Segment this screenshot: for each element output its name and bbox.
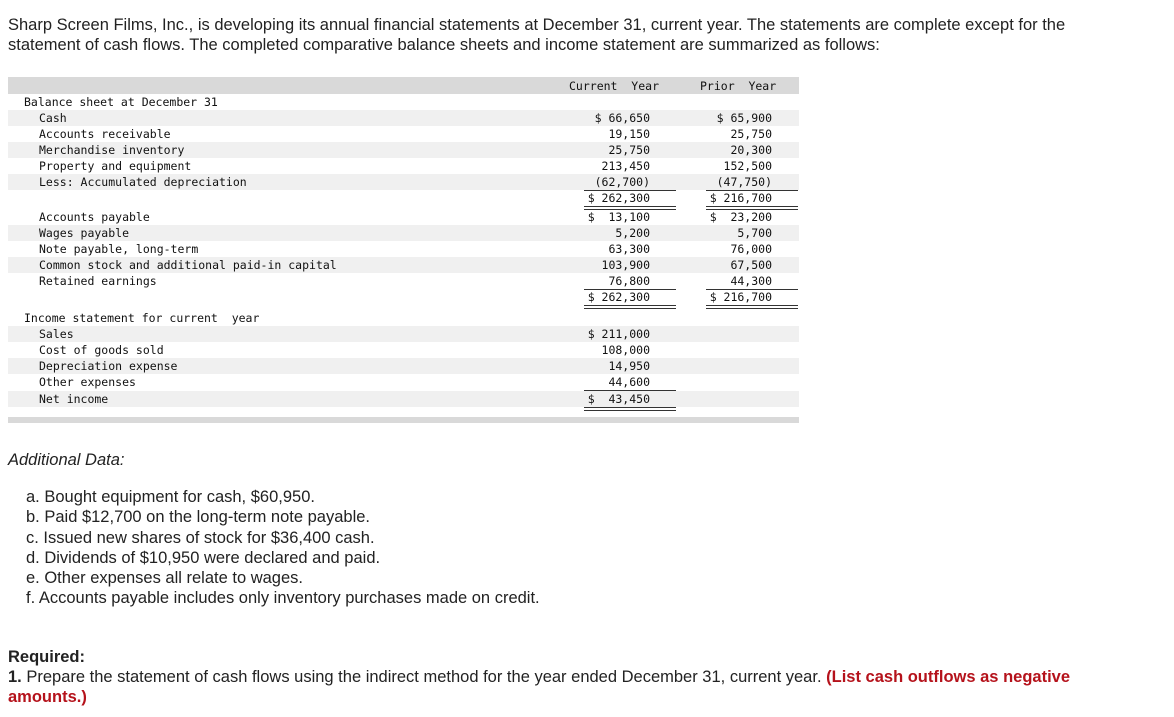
table-row — [8, 358, 799, 374]
row-label: Net income — [39, 392, 109, 406]
net-income-value: $ 43,450 — [587, 392, 650, 406]
value-prior: 152,500 — [723, 159, 772, 173]
row-label: Accounts receivable — [39, 127, 171, 141]
row-label: Wages payable — [39, 226, 130, 240]
row-label: Other expenses — [39, 375, 136, 389]
value-prior: (47,750) — [716, 175, 772, 189]
is-title: Income statement for current year — [24, 311, 260, 325]
row-label: Depreciation expense — [39, 359, 178, 373]
list-item: d. Dividends of $10,950 were declared and paid. — [26, 548, 381, 567]
requirement-note: (List cash outflows as negative amounts.) — [8, 668, 1071, 706]
required-instruction — [8, 667, 1108, 707]
table-row — [8, 110, 799, 126]
list-item: b. Paid $12,700 on the long-term note payable. — [26, 508, 370, 527]
value-current: 103,900 — [601, 258, 650, 272]
value-current: 63,300 — [608, 242, 650, 256]
total-liab-prior: $ 216,700 — [709, 290, 772, 304]
value-current: 25,750 — [608, 143, 650, 157]
col-header-prior: Prior Year — [700, 79, 777, 93]
table-row — [8, 158, 799, 174]
row-label: Property and equipment — [39, 159, 192, 173]
table-footer-bar — [8, 417, 799, 423]
requirement-number: 1. — [8, 668, 22, 686]
total-double-rule — [706, 305, 798, 309]
value-current: $ 211,000 — [587, 327, 650, 341]
total-double-rule — [584, 305, 676, 309]
total-assets-prior: $ 216,700 — [709, 191, 772, 205]
list-item: a. Bought equipment for cash, $60,950. — [26, 488, 315, 506]
value-prior: $ 65,900 — [716, 111, 772, 125]
net-income-row — [8, 391, 799, 407]
total-liabilities-row — [8, 289, 799, 305]
value-prior: 44,300 — [730, 274, 772, 288]
value-current: 14,950 — [608, 359, 650, 373]
row-label: Sales — [39, 327, 74, 341]
table-row — [8, 225, 799, 241]
row-label: Cash — [39, 111, 67, 125]
total-assets-current: $ 262,300 — [587, 191, 650, 205]
value-prior: 67,500 — [730, 258, 772, 272]
table-row — [8, 273, 799, 289]
table-header-bar — [8, 77, 799, 94]
table-row — [8, 257, 799, 273]
total-double-rule — [584, 407, 676, 411]
additional-data-title: Additional Data: — [8, 451, 125, 469]
requirement-text: Prepare the statement of cash flows using the indirect method for the year ended December 31, current year. — [21, 668, 827, 686]
total-assets-row — [8, 190, 799, 206]
value-current: 108,000 — [601, 343, 650, 357]
value-prior: 20,300 — [730, 143, 772, 157]
total-liab-current: $ 262,300 — [587, 290, 650, 304]
list-item: f. Accounts payable includes only inventory purchases made on credit. — [26, 589, 540, 608]
row-label: Less: Accumulated depreciation — [39, 175, 247, 189]
table-row — [8, 209, 799, 225]
row-label: Note payable, long-term — [39, 242, 199, 256]
value-current: 44,600 — [608, 375, 650, 389]
list-item: e. Other expenses all relate to wages. — [26, 569, 303, 588]
col-header-current: Current Year — [569, 79, 660, 93]
required-title: Required: — [8, 648, 86, 666]
value-prior: 25,750 — [730, 127, 772, 141]
list-item: c. Issued new shares of stock for $36,400 cash. — [26, 528, 375, 547]
table-row — [8, 374, 799, 390]
value-current: 76,800 — [608, 274, 650, 288]
bs-title: Balance sheet at December 31 — [24, 95, 218, 109]
row-label: Retained earnings — [39, 274, 157, 288]
value-prior: $ 23,200 — [709, 210, 772, 224]
value-current: $ 13,100 — [587, 210, 650, 224]
value-prior: 76,000 — [730, 242, 772, 256]
value-prior: 5,700 — [737, 226, 772, 240]
row-label: Merchandise inventory — [39, 143, 185, 157]
table-row — [8, 342, 799, 358]
financial-statements-table — [8, 77, 799, 423]
table-row — [8, 126, 799, 142]
value-current: 213,450 — [601, 159, 650, 173]
value-current: 5,200 — [615, 226, 650, 240]
additional-data-list — [26, 487, 540, 609]
value-current: $ 66,650 — [594, 111, 650, 125]
row-label: Cost of goods sold — [39, 343, 164, 357]
table-row — [8, 241, 799, 257]
table-row — [8, 142, 799, 158]
table-row — [8, 174, 799, 190]
is-title-row — [8, 310, 799, 326]
value-current: 19,150 — [608, 127, 650, 141]
row-label: Accounts payable — [39, 210, 150, 224]
problem-intro: Sharp Screen Films, Inc., is developing its annual financial statements at December 31, current year. The statements are complete except for the statement of cash flows. The completed comparative balance sheets and income statement are summarized as follows: — [8, 16, 1066, 54]
bs-title-row — [8, 94, 799, 110]
value-current: (62,700) — [594, 175, 650, 189]
table-row — [8, 326, 799, 342]
row-label: Common stock and additional paid-in capital — [39, 258, 337, 272]
